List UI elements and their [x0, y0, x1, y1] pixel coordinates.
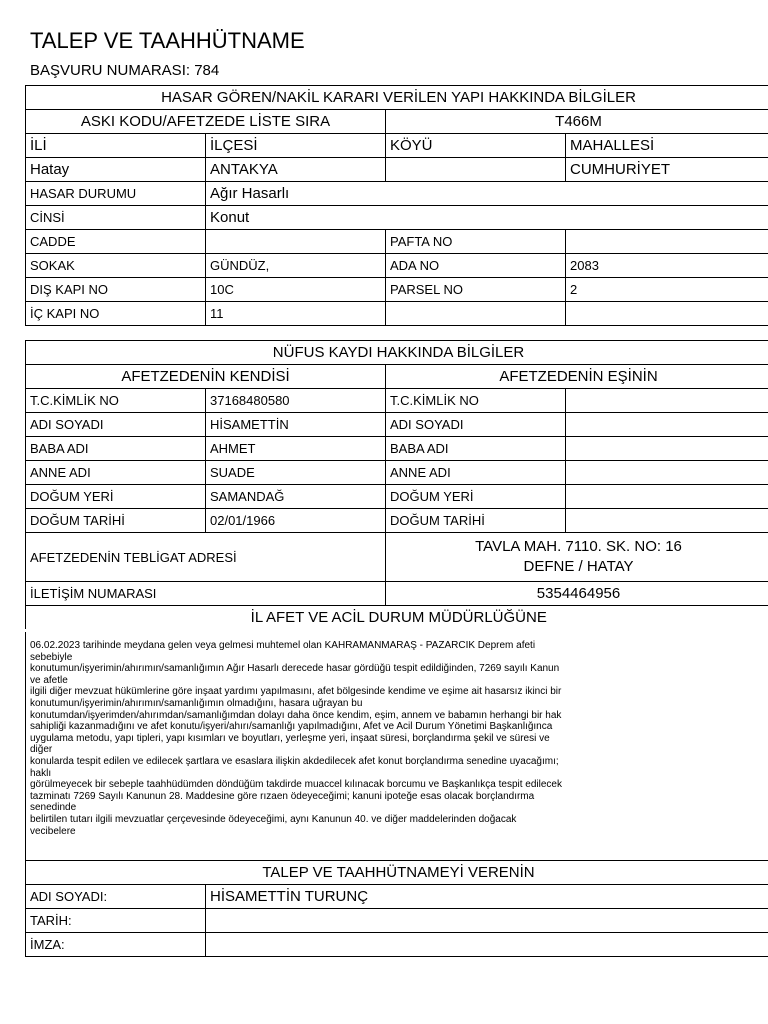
- registry-label: DOĞUM YERİ: [26, 485, 206, 509]
- parsel-label: PARSEL NO: [386, 278, 566, 302]
- registry-spouse-label: BABA ADI: [386, 437, 566, 461]
- document-title: TALEP VE TAAHHÜTNAME: [30, 28, 305, 53]
- parsel-value: 2: [566, 278, 768, 302]
- statement-line: uygulama metodu, yapı tipleri, yapı kısımları ve boyutları, yerleşme yeri, inşaat süresi, borçlandırma şekil ve süresi ve: [30, 732, 550, 744]
- signer-name-value: HİSAMETTİN TURUNÇ: [206, 885, 768, 909]
- statement-line: konularda tespit edilen ve edilecek şartlara ve esaslara ilişkin akdedilecek afet konut borçlandırma senedine uyacağımı;: [30, 755, 559, 767]
- damage-status-label: HASAR DURUMU: [26, 182, 206, 206]
- registry-label: T.C.KİMLİK NO: [26, 389, 206, 413]
- registry-info-header: NÜFUS KAYDI HAKKINDA BİLGİLER: [26, 341, 768, 365]
- street-value: [206, 230, 386, 254]
- inner-door-value: 11: [206, 302, 386, 326]
- signer-table: [25, 860, 768, 957]
- signer-header: TALEP VE TAAHHÜTNAMEYİ VERENİN: [26, 861, 768, 885]
- statement-line: diğer: [30, 744, 53, 756]
- phone-value: 5354464956: [386, 582, 768, 606]
- registry-label: BABA ADI: [26, 437, 206, 461]
- empty-cell: [386, 302, 566, 326]
- street-label: CADDE: [26, 230, 206, 254]
- registry-self-value: AHMET: [206, 437, 386, 461]
- registry-self-value: 37168480580: [206, 389, 386, 413]
- statement-line: ilgili diğer mevzuat hükümlerine göre inşaat yardımı yapılmasını, afet bölgesinde kendime ve eşime ait hasarsız ikinci bir: [30, 686, 562, 698]
- registry-self-value: SUADE: [206, 461, 386, 485]
- signer-date-label: TARİH:: [26, 909, 206, 933]
- address-value: [386, 533, 768, 582]
- type-label: CİNSİ: [26, 206, 206, 230]
- statement-line: konutumdan/işyerimden/ahırımdan/samanlığımdan dolayı daha önce kendim, eşim, annem ve babamın herhangi bir hak: [30, 709, 562, 721]
- registry-info-table: [25, 340, 768, 629]
- signer-signature-label: İMZA:: [26, 933, 206, 957]
- statement-line: senedinde: [30, 802, 77, 814]
- registry-spouse-value: [566, 461, 768, 485]
- statement-line: vecibelere: [30, 825, 76, 837]
- registry-spouse-label: ANNE ADI: [386, 461, 566, 485]
- registry-label: DOĞUM TARİHİ: [26, 509, 206, 533]
- outer-door-label: DIŞ KAPI NO: [26, 278, 206, 302]
- statement-line: 06.02.2023 tarihinde meydana gelen veya gelmesi muhtemel olan KAHRAMANMARAŞ - PAZARCIK Deprem afeti: [30, 640, 536, 651]
- col-ilce-label: İLÇESİ: [206, 134, 386, 158]
- koy-value: [386, 158, 566, 182]
- pafta-value: [566, 230, 768, 254]
- aski-code-value: T466M: [386, 110, 768, 134]
- statement-line: konutumun/işyerimin/ahırımın/samanlığımın Ağır Hasarlı derecede hasar gördüğü tespit edildiğinden, 7269 sayılı Kanun: [30, 663, 560, 675]
- aski-code-label: ASKI KODU/AFETZEDE LİSTE SIRA: [26, 110, 386, 134]
- registry-row: [26, 461, 768, 485]
- statement-line: belirtilen tutarı ilgili mevzuatlar çerçevesinde ödeyeceğimi, aynı Kanunun 40. ve diğer maddelerinden doğacak: [30, 813, 517, 825]
- address-label: AFETZEDENİN TEBLİGAT ADRESİ: [26, 533, 386, 582]
- col-mahalle-label: MAHALLESİ: [566, 134, 768, 158]
- pafta-label: PAFTA NO: [386, 230, 566, 254]
- ilce-value: ANTAKYA: [206, 158, 386, 182]
- registry-spouse-value: [566, 389, 768, 413]
- address-line-2: DEFNE / HATAY: [523, 558, 634, 575]
- registry-self-value: SAMANDAĞ: [206, 485, 386, 509]
- il-value: Hatay: [26, 158, 206, 182]
- type-value: Konut: [206, 206, 768, 230]
- address-line-1: TAVLA MAH. 7110. SK. NO: 16: [475, 538, 682, 555]
- building-info-header: HASAR GÖREN/NAKİL KARARI VERİLEN YAPI HAKKINDA BİLGİLER: [26, 86, 768, 110]
- phone-label: İLETİŞİM NUMARASI: [26, 582, 386, 606]
- registry-row: [26, 509, 768, 533]
- col-koy-label: KÖYÜ: [386, 134, 566, 158]
- damage-status-value: Ağır Hasarlı: [206, 182, 768, 206]
- signer-name-label: ADI SOYADI:: [26, 885, 206, 909]
- registry-row: [26, 437, 768, 461]
- signer-date-value: [206, 909, 768, 933]
- ada-value: 2083: [566, 254, 768, 278]
- statement-line: konutumun/işyerimin/ahırımın/samanlığımın olmadığını, hasara uğrayan bu: [30, 697, 363, 709]
- statement-paragraph: [25, 632, 768, 860]
- mahalle-value: CUMHURİYET: [566, 158, 768, 182]
- registry-spouse-value: [566, 485, 768, 509]
- sokak-label: SOKAK: [26, 254, 206, 278]
- registry-label: ANNE ADI: [26, 461, 206, 485]
- building-info-table: [25, 85, 768, 326]
- signer-signature-value: [206, 933, 768, 957]
- outer-door-value: 10C: [206, 278, 386, 302]
- ada-label: ADA NO: [386, 254, 566, 278]
- registry-spouse-value: [566, 509, 768, 533]
- sokak-value: GÜNDÜZ,: [206, 254, 386, 278]
- registry-spouse-label: ADI SOYADI: [386, 413, 566, 437]
- registry-row: [26, 485, 768, 509]
- statement-line: sebebiyle: [30, 651, 73, 663]
- registry-spouse-label: DOĞUM YERİ: [386, 485, 566, 509]
- registry-row: [26, 389, 768, 413]
- inner-door-label: İÇ KAPI NO: [26, 302, 206, 326]
- col-il-label: İLİ: [26, 134, 206, 158]
- registry-label: ADI SOYADI: [26, 413, 206, 437]
- registry-spouse-value: [566, 413, 768, 437]
- self-header: AFETZEDENİN KENDİSİ: [26, 365, 386, 389]
- spouse-header: AFETZEDENİN EŞİNİN: [386, 365, 768, 389]
- registry-spouse-label: T.C.KİMLİK NO: [386, 389, 566, 413]
- statement-line: görülmeyecek bir sebeple taahhüdümden döndüğüm takdirde muaccel kılınacak borcumu ve Başkanlıkça tespit edilecek: [30, 779, 562, 791]
- registry-spouse-label: DOĞUM TARİHİ: [386, 509, 566, 533]
- office-header: İL AFET VE ACİL DURUM MÜDÜRLÜĞÜNE: [26, 606, 768, 630]
- registry-self-value: HİSAMETTİN: [206, 413, 386, 437]
- registry-spouse-value: [566, 437, 768, 461]
- statement-line: sahipliği kazanmadığını ve afet konutu/işyeri/ahırı/samanlığı yapılmadığını, Afet ve Acil Durum Yönetimi Başkanlığınca: [30, 721, 553, 733]
- statement-line: haklı: [30, 767, 52, 779]
- application-number: BAŞVURU NUMARASI: 784: [30, 62, 220, 79]
- registry-row: [26, 413, 768, 437]
- empty-cell: [566, 302, 768, 326]
- registry-self-value: 02/01/1966: [206, 509, 386, 533]
- statement-line: tazminatı 7269 Sayılı Kanunun 28. Maddesine göre rızaen ödeyeceğimi; kanuni ipoteğe esas olacak borçlandırma: [30, 790, 535, 802]
- statement-line: ve afetle: [30, 674, 68, 686]
